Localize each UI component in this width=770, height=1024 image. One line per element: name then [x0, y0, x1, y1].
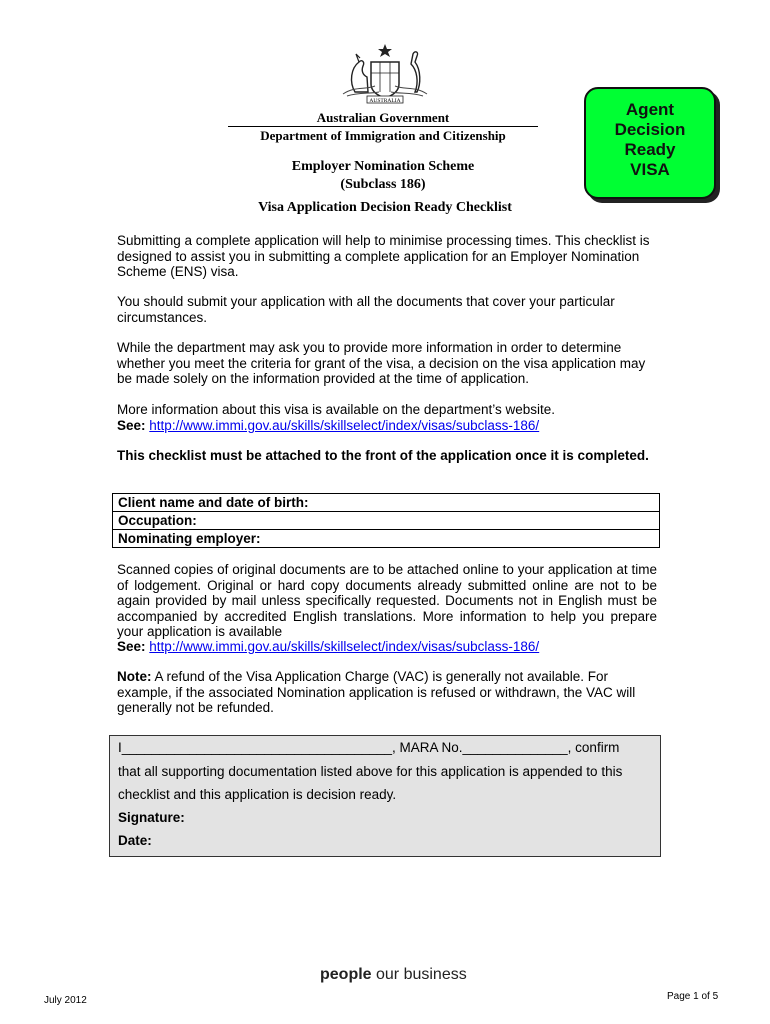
people-our-business-logo: [320, 966, 467, 984]
coat-of-arms-logo: [335, 42, 435, 104]
checklist-title: Visa Application Decision Ready Checklist: [258, 200, 512, 215]
brand-rest: our business: [371, 966, 467, 983]
declaration-line-2: that all supporting documentation listed above for this application is appended to this: [118, 764, 623, 779]
documents-link-line: [117, 639, 657, 655]
badge-line: Decision: [614, 120, 686, 139]
subclass-186-link[interactable]: http://www.immi.gov.au/skills/skillselect/index/visas/subclass-186/: [149, 418, 540, 433]
occupation-field[interactable]: Occupation:: [113, 512, 660, 530]
more-info-link-line: [117, 418, 657, 434]
attach-instruction: This checklist must be attached to the front of the application once it is completed.: [117, 448, 649, 463]
agent-decision-ready-badge: [584, 87, 716, 199]
intro-paragraph: Submitting a complete application will help to minimise processing times. This checklist is designed to assist you in submitting a complete application for an Employer Nomination Scheme (ENS) visa.: [117, 233, 650, 279]
see-label: See:: [117, 418, 146, 433]
criteria-paragraph: While the department may ask you to provide more information in order to determine whether you meet the criteria for grant of the visa, a decision on the visa application may be made solely on the information provided at the time of application.: [117, 340, 646, 386]
documents-paragraph: Scanned copies of original documents are to be attached online to your application at time of lodgement. Original or hard copy documents already submitted online are not to be again provided by mail unless specifically requested. Documents not in English must be accompanied by accredited English translations. More information to help you prepare your application is available: [117, 562, 657, 639]
table-row: [113, 530, 660, 548]
note-label: Note:: [117, 669, 152, 684]
scheme-title: Employer Nomination Scheme: [291, 159, 475, 174]
badge-line: Ready: [624, 140, 676, 159]
crest-motto: AUSTRALIA: [369, 98, 401, 104]
badge-line: VISA: [630, 160, 670, 179]
brand-bold: people: [320, 966, 372, 983]
client-name-field[interactable]: Client name and date of birth:: [113, 494, 660, 512]
subclass-title: (Subclass 186): [340, 177, 426, 192]
page-number: Page 1 of 5: [667, 991, 719, 1002]
declaration-line-3: checklist and this application is decision ready.: [118, 787, 397, 802]
more-info-text: More information about this visa is available on the department’s website.: [117, 402, 555, 417]
client-details-table: [112, 493, 660, 548]
signature-field[interactable]: Signature:: [118, 810, 185, 825]
declaration-box: [109, 735, 661, 857]
table-row: [113, 494, 660, 512]
footer-date: July 2012: [44, 995, 87, 1006]
refund-note-text: A refund of the Visa Application Charge (VAC) is generally not available. For example, if the associated Nomination application is refused or withdrawn, the VAC will generally not be refunded.: [117, 669, 636, 715]
government-name: Australian Government: [316, 110, 450, 125]
department-name: Department of Immigration and Citizenship: [228, 126, 538, 144]
see-label: See:: [117, 639, 146, 654]
refund-note: [117, 669, 657, 716]
table-row: [113, 512, 660, 530]
circumstances-paragraph: You should submit your application with all the documents that cover your particular circumstances.: [117, 294, 615, 325]
declaration-line-1[interactable]: I____________________________________, MARA No.______________, confirm: [118, 740, 620, 755]
documents-subclass-186-link[interactable]: http://www.immi.gov.au/skills/skillselect/index/visas/subclass-186/: [149, 639, 540, 654]
nominating-employer-field[interactable]: Nominating employer:: [113, 530, 660, 548]
date-field[interactable]: Date:: [118, 833, 152, 848]
badge-line: Agent: [625, 100, 675, 119]
